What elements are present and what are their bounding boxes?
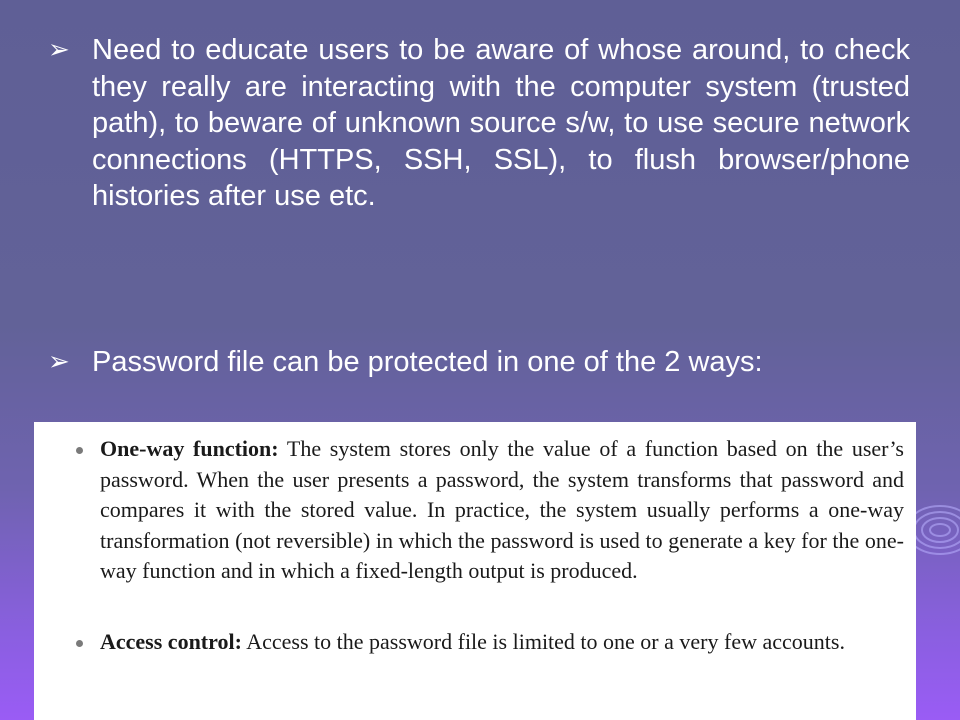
bullet-password-file	[48, 344, 910, 381]
textbook-excerpt	[34, 422, 916, 720]
excerpt-term: Access control:	[100, 629, 242, 654]
bullet-text: Password file can be protected in one of the 2 ways:	[92, 346, 763, 378]
arrow-bullet-icon: ➢	[48, 35, 70, 65]
excerpt-body: Access to the password file is limited to one or a very few accounts.	[241, 629, 845, 654]
bullet-text: Need to educate users to be aware of whose around, to check they really are interacting with the computer system (trusted path), to beware of unknown source s/w, to use secure network connections (HTTPS, SSH, SSL), to flush browser/phone histories after use etc.	[92, 34, 910, 213]
bullet-user-education	[48, 32, 910, 215]
excerpt-term: One-way function:	[100, 436, 279, 461]
bullet-dot-icon	[76, 447, 83, 454]
excerpt-paragraph	[100, 434, 904, 587]
excerpt-paragraph	[100, 627, 904, 658]
bullet-dot-icon	[76, 640, 83, 647]
arrow-bullet-icon: ➢	[48, 347, 70, 377]
excerpt-body: The system stores only the value of a function based on the user’s password. When the user presents a password, the system transforms that password and compares it with the stored value. In practice, the system usually performs a one-way transformation (not reversible) in which the password is used to generate a key for the one-way function and in which a fixed-length output is produced.	[100, 436, 904, 583]
